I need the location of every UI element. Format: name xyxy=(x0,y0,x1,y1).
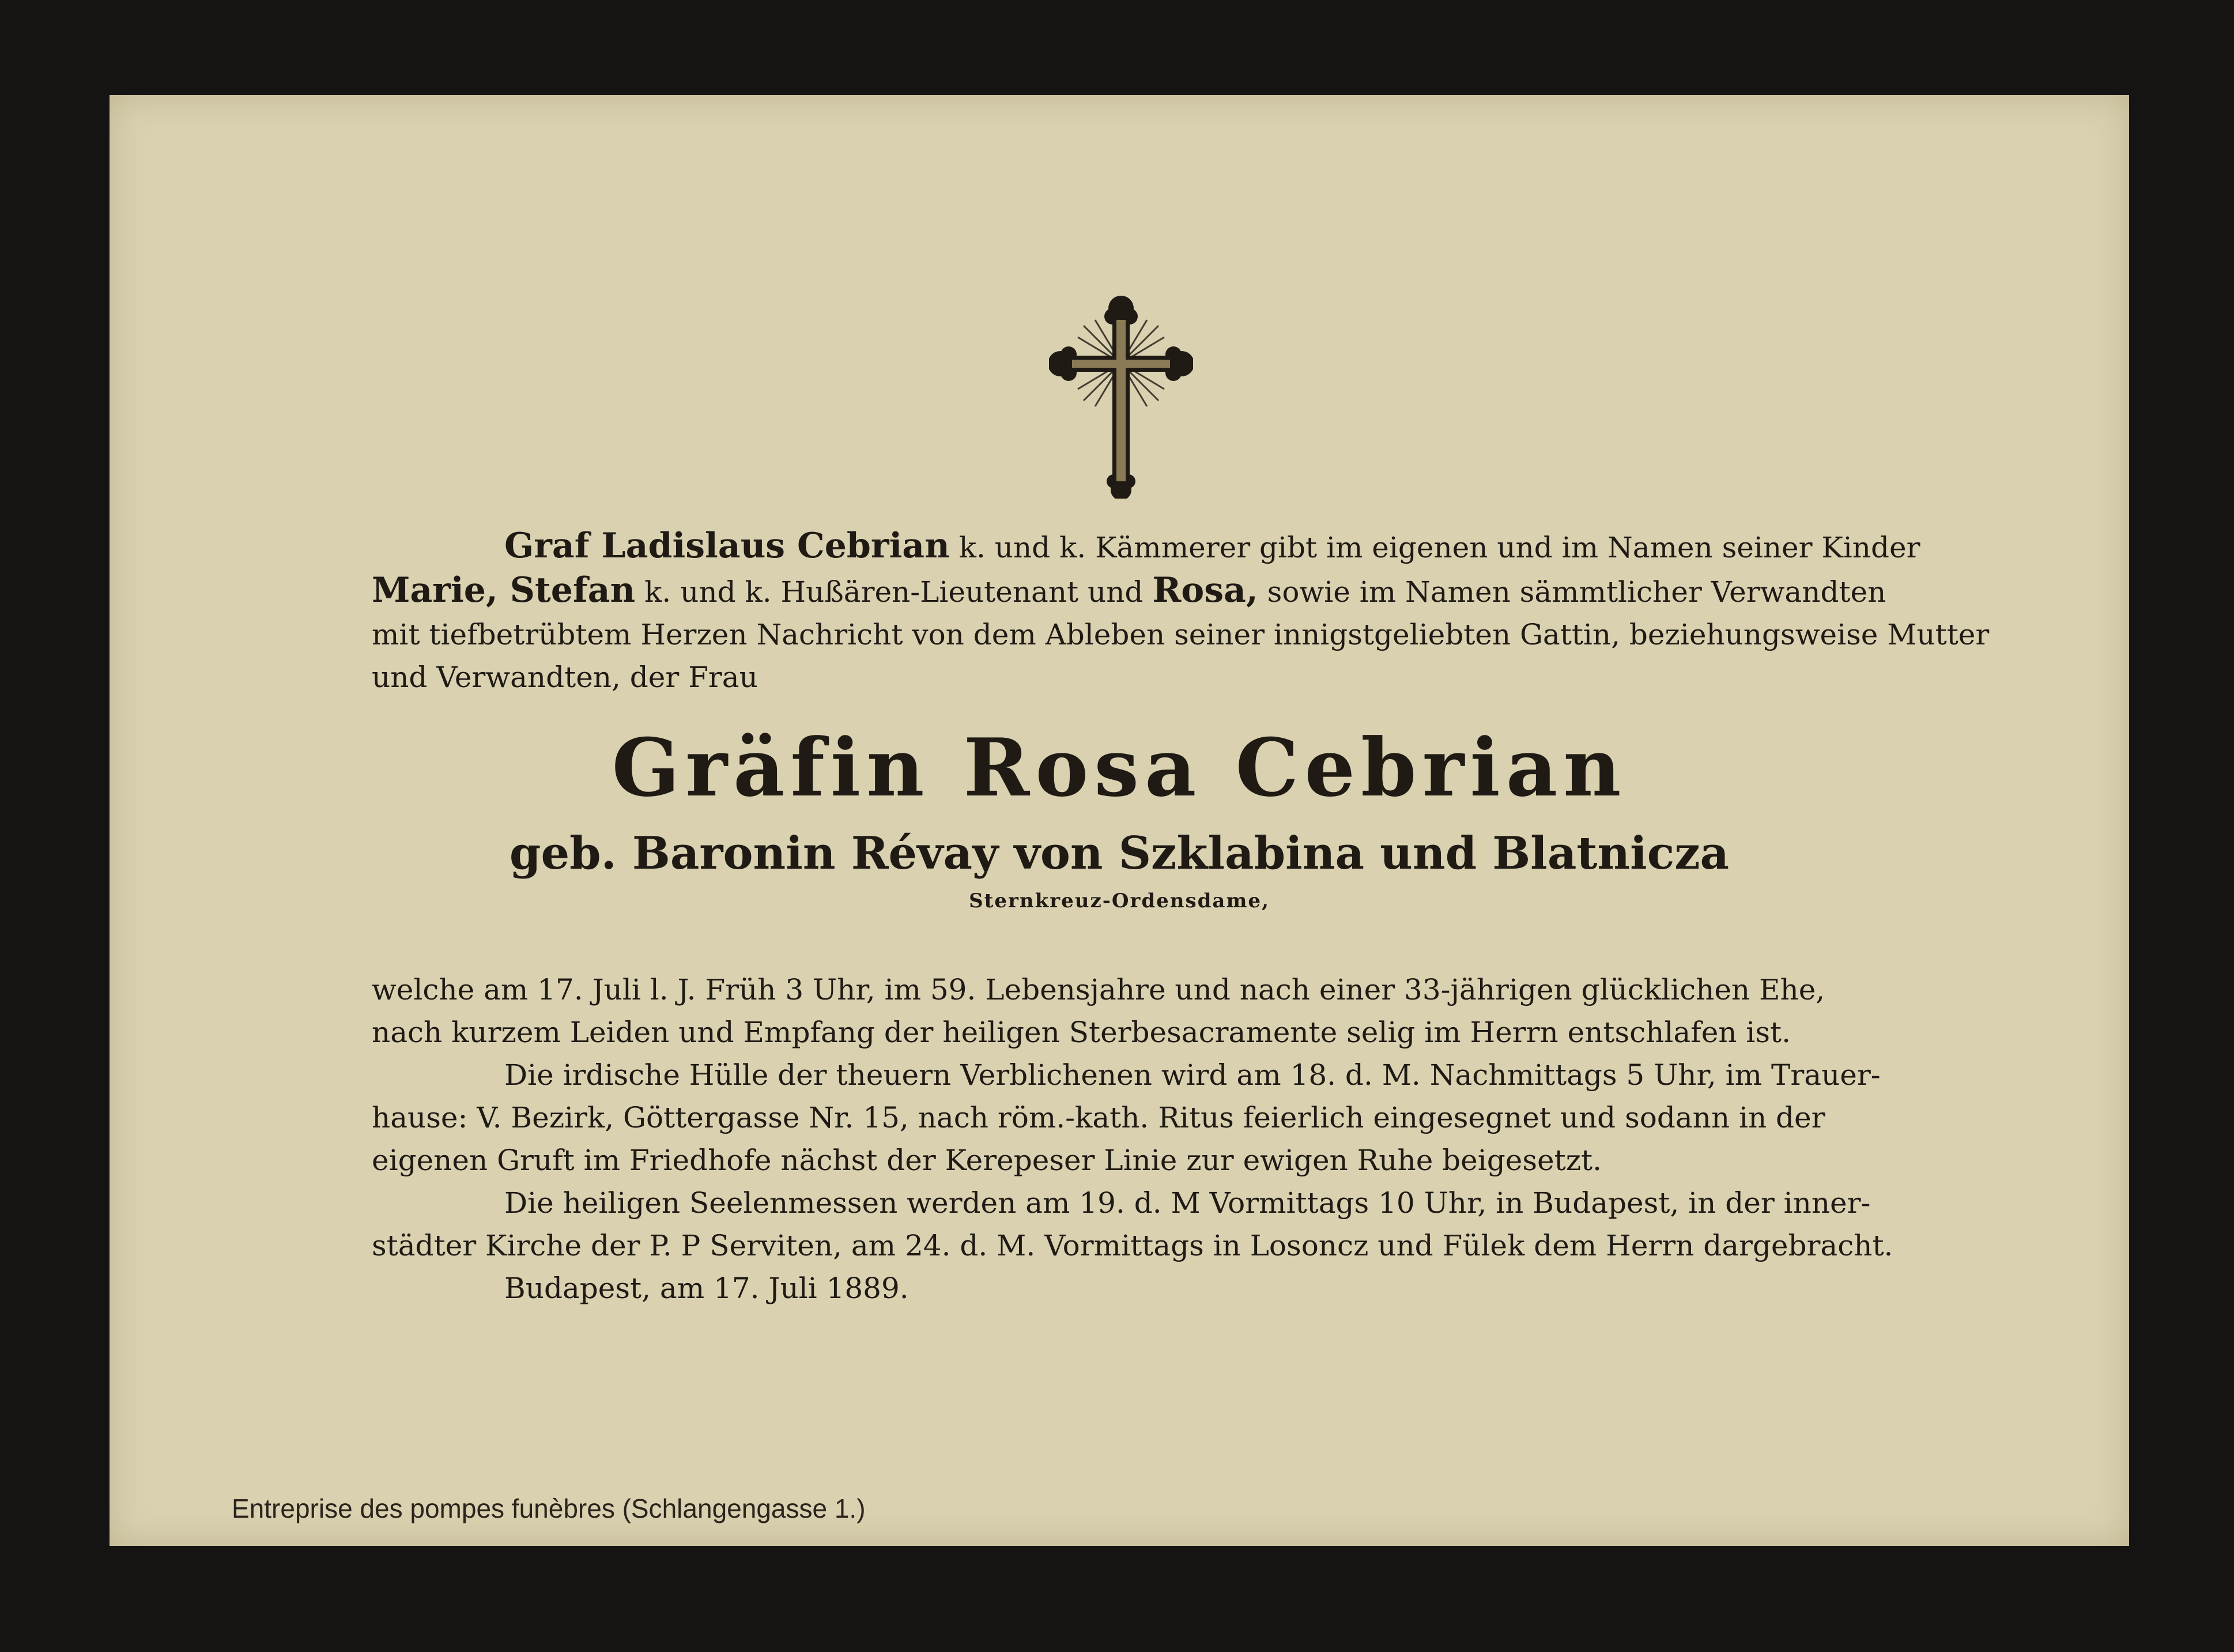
body-line-2: nach kurzem Leiden und Empfang der heiligen Sterbesacramente selig im Herrn entschlafen ist. xyxy=(372,1016,1791,1049)
intro-line-4: und Verwandten, der Frau xyxy=(372,661,758,694)
body-line-3: Die irdische Hülle der theuern Verblichenen wird am 18. d. M. Nachmittags 5 Uhr, im Trauer- xyxy=(504,1058,1881,1092)
intro-line-1-text: k. und k. Kämmerer gibt im eigenen und im Namen seiner Kinder xyxy=(949,531,1920,564)
body-line-1: welche am 17. Juli l. J. Früh 3 Uhr, im 59. Lebensjahre und nach einer 33-jährigen glücklichen Ehe, xyxy=(372,973,1825,1006)
daughter-name: Rosa, xyxy=(1152,570,1258,610)
intro-paragraph xyxy=(372,525,1990,699)
body-line-5: eigenen Gruft im Friedhofe nächst der Kerepeser Linie zur ewigen Ruhe beigesetzt. xyxy=(372,1144,1602,1177)
body-line-4: hause: V. Bezirk, Göttergasse Nr. 15, nach röm.-kath. Ritus feierlich eingesegnet und sodann in der xyxy=(372,1101,1825,1134)
body-paragraph xyxy=(372,968,1893,1310)
intro-line-2-rest: sowie im Namen sämmtlicher Verwandten xyxy=(1258,575,1886,609)
body-line-6: Die heiligen Seelenmessen werden am 19. d. M Vormittags 10 Uhr, in Budapest, in der inner- xyxy=(504,1186,1871,1220)
maiden-name: geb. Baronin Révay von Szklabina und Blatnicza xyxy=(509,827,1730,880)
intro-line-2 xyxy=(372,569,1886,613)
body-line-7: städter Kirche der P. P Serviten, am 24. d. M. Vormittags in Losoncz und Fülek dem Herrn dargebracht. xyxy=(372,1229,1893,1262)
children-names: Marie, Stefan xyxy=(372,570,636,610)
intro-line-3: mit tiefbetrübtem Herzen Nachricht von dem Ableben seiner innigstgeliebten Gattin, beziehungsweise Mutter xyxy=(372,618,1990,651)
death-notice-sheet xyxy=(110,95,2129,1546)
intro-line-1 xyxy=(372,525,1920,569)
deceased-name: Gräfin Rosa Cebrian xyxy=(612,721,1627,814)
undertaker-footer: Entreprise des pompes funèbres (Schlangengasse 1.) xyxy=(232,1493,866,1523)
intro-line-2-text: k. und k. Hußären-Lieutenant und xyxy=(635,575,1153,609)
widower-name: Graf Ladislaus Cebrian xyxy=(504,526,950,566)
cross-icon xyxy=(1049,291,1193,499)
order-title: Sternkreuz-Ordensdame, xyxy=(969,889,1270,912)
place-date-line: Budapest, am 17. Juli 1889. xyxy=(504,1272,909,1305)
